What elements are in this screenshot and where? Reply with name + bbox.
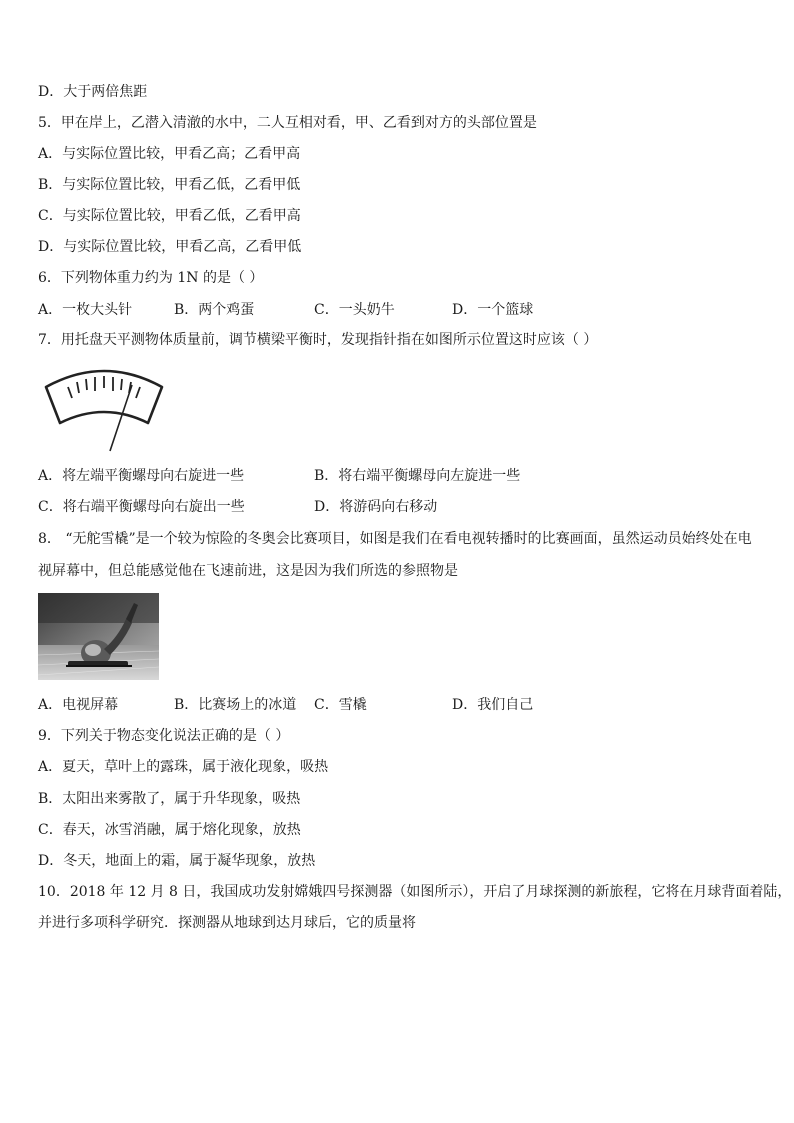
- q6-option-b: B．两个鸡蛋: [174, 302, 255, 318]
- q8-option-c: C．雪橇: [314, 697, 367, 713]
- q9-option-b: B．太阳出来雾散了，属于升华现象，吸热: [38, 791, 301, 807]
- question-10-line-1: 10．2018 年 12 月 8 日，我国成功发射嫦娥四号探测器（如图所示），开启了月球探测的新旅程，它将在月球背面着陆，: [38, 884, 792, 900]
- balance-scale-dial-figure: [44, 365, 164, 455]
- question-8-line-2: 视屏幕中，但总能感觉他在飞速前进，这是因为我们所选的参照物是: [38, 563, 458, 579]
- q5-option-a: A．与实际位置比较，甲看乙高；乙看甲高: [38, 146, 301, 162]
- q5-option-c: C．与实际位置比较，甲看乙低，乙看甲高: [38, 208, 301, 224]
- question-9: 9．下列关于物态变化说法正确的是（ ）: [38, 728, 290, 744]
- q6-option-c: C．一头奶牛: [314, 302, 395, 318]
- q6-option-a: A．一枚大头针: [38, 302, 133, 318]
- question-6: 6．下列物体重力约为 1N 的是（ ）: [38, 270, 264, 286]
- question-10-line-2: 并进行多项科学研究．探测器从地球到达月球后，它的质量将: [38, 915, 416, 931]
- q8-option-a: A．电视屏幕: [38, 697, 119, 713]
- q7-option-d: D．将游码向右移动: [314, 499, 438, 515]
- q9-option-a: A．夏天，草叶上的露珠，属于液化现象，吸热: [38, 759, 329, 775]
- q9-option-d: D．冬天，地面上的霜，属于凝华现象，放热: [38, 853, 316, 869]
- q5-option-b: B．与实际位置比较，甲看乙低，乙看甲低: [38, 177, 301, 193]
- q9-option-c: C．春天，冰雪消融，属于熔化现象，放热: [38, 822, 301, 838]
- q5-option-d: D．与实际位置比较，甲看乙高，乙看甲低: [38, 239, 302, 255]
- q7-option-b: B．将右端平衡螺母向左旋进一些: [314, 468, 521, 484]
- q7-option-a: A．将左端平衡螺母向右旋进一些: [38, 468, 245, 484]
- question-5: 5．甲在岸上，乙潜入清澈的水中，二人互相对看，甲、乙看到对方的头部位置是: [38, 115, 537, 131]
- question-8-line-1: 8． “无舵雪橇”是一个较为惊险的冬奥会比赛项目，如图是我们在看电视转播时的比赛画面，虽然运动员始终处在电: [38, 531, 752, 547]
- q7-option-c: C．将右端平衡螺母向右旋出一些: [38, 499, 245, 515]
- question-7: 7．用托盘天平测物体质量前，调节横梁平衡时，发现指针指在如图所示位置这时应该（ ）: [38, 332, 598, 348]
- q6-option-d: D．一个篮球: [452, 302, 534, 318]
- skeleton-sled-photo: [38, 593, 159, 680]
- q4-option-d: D．大于两倍焦距: [38, 84, 148, 100]
- q8-option-b: B．比赛场上的冰道: [174, 697, 297, 713]
- q8-option-d: D．我们自己: [452, 697, 534, 713]
